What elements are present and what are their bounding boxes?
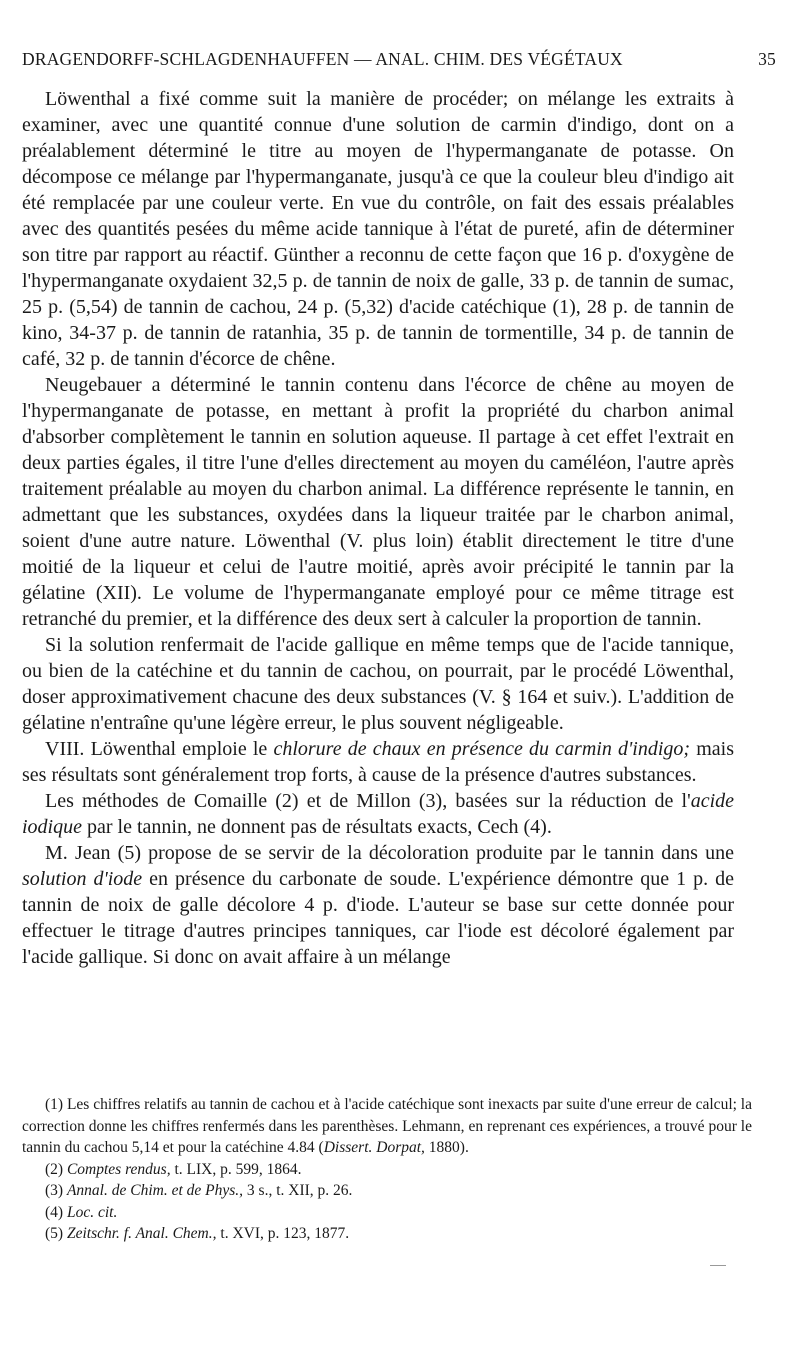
italic-run: acide iodique (22, 790, 734, 838)
text-run: (3) (45, 1182, 67, 1199)
text-run: t. LIX, p. 599, 1864. (170, 1160, 302, 1178)
text-run: Si la solution renfermait de l'acide gallique en même temps que de l'acide tannique, ou bien de la catéchine et du tannin de cachou, on pourrait, par le procédé Löwenthal, doser approximativement chacune des deux substances (V. § 164 et suiv.). L'addition de gélatine n'entraîne qu'une légère erreur, le plus souvent négligeable. (22, 634, 734, 734)
running-header (22, 49, 776, 70)
text-run: en présence du carbonate de soude. L'expérience démontre que 1 p. de tannin de noix de galle décolore 4 p. d'iode. L'auteur se base sur cette donnée pour effectuer le titrage d'autres principes tanniques, car l'iode est décoloré également par l'acide gallique. Si donc on avait affaire à un mélange (22, 868, 734, 968)
text-run: (5) (45, 1225, 67, 1242)
text-run: mais ses résultats sont généralement trop forts, à cause de la présence d'autres substances. (22, 738, 734, 786)
paragraph (22, 840, 734, 970)
text-run: (1) Les chiffres relatifs au tannin de cachou et à l'acide catéchique sont inexacts par suite d'une erreur de calcul; la correction donne les chiffres renfermés dans les parenthèses. Lehmann, en reprenant ces expériences, a trouvé pour le tannin du cachou 5,14 et pour la catéchine 4.84 ( (22, 1096, 752, 1156)
page-number: 35 (758, 49, 776, 69)
main-text (22, 86, 734, 970)
text-run: (2) (45, 1160, 67, 1178)
italic-run: Dissert. Dorpat, (323, 1139, 425, 1156)
text-run: Neugebauer a déterminé le tannin contenu dans l'écorce de chêne au moyen de l'hypermanganate de potasse, en mettant à profit la propriété du charbon animal d'absorber complètement le tannin en solution aqueuse. Il partage à cet effet l'extrait en deux parties égales, il titre l'une d'elles directement au moyen du caméléon, l'autre après traitement préalable au moyen du charbon animal. La différence représente le tannin, en admettant que les substances, oxydées dans la liqueur traitée par le charbon animal, soient d'une autre nature. Löwenthal (V. plus loin) établit directement le titre d'une moitié de la liqueur et celui de l'autre moitié, après avoir précipité le tannin par la gélatine (XII). Le volume de l'hypermanganate employé pour ce même titrage est retranché du premier, et la différence des deux sert à calculer la proportion de tannin. (22, 374, 734, 630)
text-run: M. Jean (5) propose de se servir de la décoloration produite par le tannin dans une (45, 842, 734, 864)
italic-run: Comptes rendus, (66, 1160, 171, 1178)
italic-run: solution d'iode (22, 868, 143, 890)
text-run: VIII. Löwenthal emploie le (45, 738, 274, 760)
paragraph (22, 86, 734, 372)
paragraph (22, 372, 734, 632)
footnote (22, 1223, 752, 1245)
text-run: 3 s., t. XII, p. 26. (243, 1182, 353, 1199)
text-run: t. XVI, p. 123, 1877. (216, 1225, 350, 1242)
text-run: par le tannin, ne donnent pas de résultats exacts, Cech (4). (82, 816, 552, 838)
italic-run: Zeitschr. f. Anal. Chem., (66, 1225, 217, 1242)
text-run: Löwenthal a fixé comme suit la manière de procéder; on mélange les extraits à examiner, avec une quantité connue d'une solution de carmin d'indigo, dont on a préalablement déterminé le titre au moyen de l'hypermanganate de potasse. On décompose ce mélange par l'hypermanganate, jusqu'à ce que la couleur bleu d'indigo ait été remplacée par une couleur verte. En vue du contrôle, on fait des essais préalables avec des quantités pesées du même acide tannique à l'état de pureté, afin de déterminer son titre par rapport au réactif. Günther a reconnu de cette façon que 16 p. d'oxygène de l'hypermanganate oxydaient 32,5 p. de tannin de noix de galle, 33 p. de tannin de sumac, 25 p. (5,54) de tannin de cachou, 24 p. (5,32) d'acide catéchique (1), 28 p. de tannin de kino, 34-37 p. de tannin de ratanhia, 35 p. de tannin de tormentille, 34 p. de tannin de café, 32 p. de tannin d'écorce de chêne. (22, 88, 734, 370)
text-run: 1880). (424, 1139, 469, 1156)
paragraph (22, 632, 734, 736)
text-run: Les méthodes de Comaille (2) et de Millon (3), basées sur la réduction de l' (45, 790, 691, 812)
paragraph (22, 788, 734, 840)
paragraph (22, 736, 734, 788)
footnote (22, 1180, 752, 1202)
footnotes (22, 1094, 752, 1245)
trailing-rule (710, 1265, 726, 1266)
footnote (22, 1094, 752, 1159)
italic-run: Annal. de Chim. et de Phys., (66, 1182, 244, 1199)
italic-run: Loc. cit. (66, 1203, 118, 1221)
footnote (22, 1159, 752, 1181)
italic-run: chlorure de chaux en présence du carmin d'indigo; (273, 738, 691, 760)
footnote (22, 1202, 752, 1224)
running-title: DRAGENDORFF-SCHLAGDENHAUFFEN — ANAL. CHIM. DES VÉGÉTAUX (22, 49, 623, 69)
text-run: (4) (45, 1203, 67, 1221)
